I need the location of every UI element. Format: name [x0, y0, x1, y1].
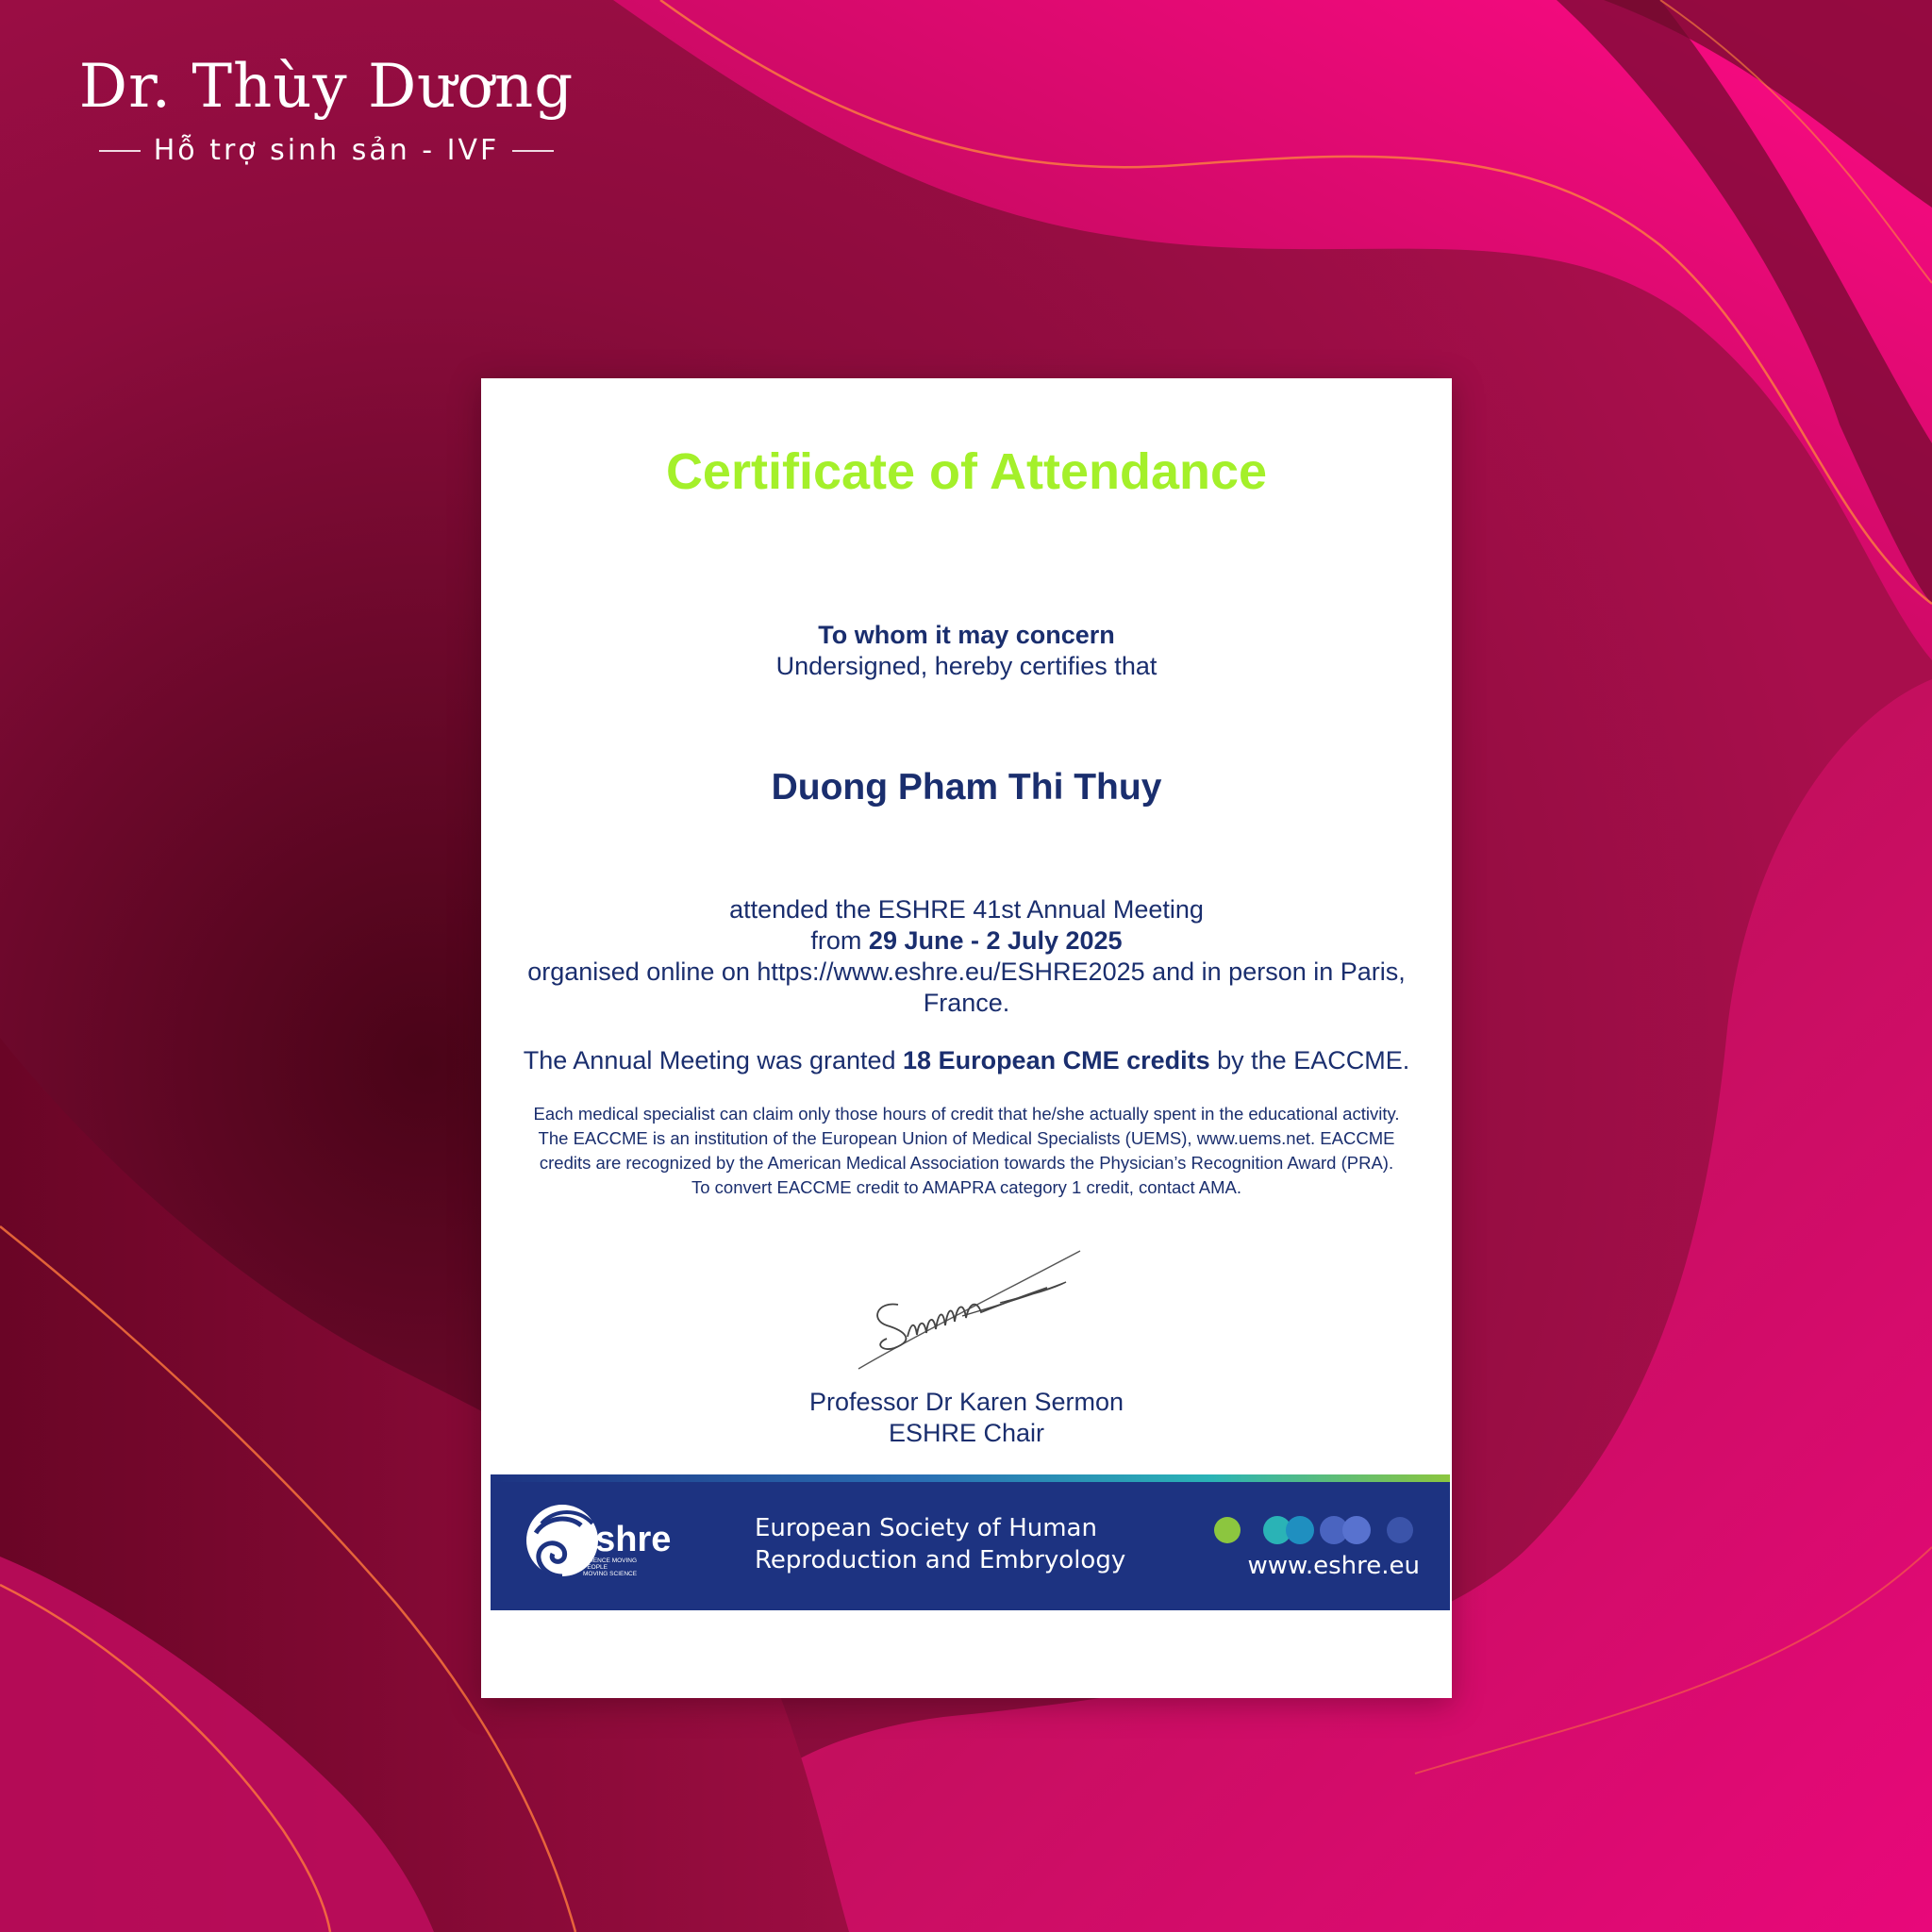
meeting-dates: 29 June - 2 July 2025 [868, 926, 1123, 955]
signer-role: ESHRE Chair [888, 1419, 1045, 1447]
decorative-dots [1211, 1514, 1428, 1546]
eshre-url: www.eshre.eu [1247, 1552, 1420, 1580]
fine-print [481, 1102, 1452, 1200]
attendance-line-3: organised online on https://www.eshre.eu/ESHRE2025 and in person in Paris, [527, 958, 1406, 986]
eshre-logo [523, 1499, 674, 1586]
logo-tagline-3: MOVING SCIENCE [583, 1571, 638, 1577]
credits-prefix: The Annual Meeting was granted [523, 1046, 904, 1074]
credits-suffix: by the EACCME. [1209, 1046, 1410, 1074]
fine-print-line: To convert EACCME credit to AMAPRA category 1 credit, contact AMA. [691, 1177, 1241, 1197]
society-line-2: Reproduction and Embryology [755, 1546, 1126, 1574]
society-line-1: European Society of Human [755, 1514, 1097, 1542]
attendance-text [481, 894, 1452, 1019]
from-prefix: from [810, 926, 869, 955]
fine-print-line: Each medical specialist can claim only those hours of credit that he/she actually spent in the educational activity. [533, 1104, 1400, 1124]
certificate-document [481, 378, 1452, 1698]
credits-amount: 18 European CME credits [903, 1046, 1210, 1074]
tagline-rule-right [512, 150, 554, 152]
attendance-line-2 [500, 925, 1433, 957]
fine-print-line: credits are recognized by the American Medical Association towards the Physician’s Recognition Award (PRA). [539, 1153, 1394, 1173]
brand-name: Dr. Thùy Dương [78, 52, 575, 122]
salutation: To whom it may concern [818, 621, 1115, 649]
intro-text: Undersigned, hereby certifies that [775, 652, 1158, 680]
fine-print-line: The EACCME is an institution of the European Union of Medical Specialists (UEMS), www.uems.net. EACCME [538, 1128, 1395, 1148]
footer-gradient-stripe [491, 1474, 1450, 1482]
eshre-footer-banner [491, 1474, 1450, 1610]
logo-word: eshre [575, 1520, 672, 1559]
recipient-name: Duong Pham Thi Thuy [771, 767, 1162, 808]
brand-tagline-row [74, 134, 579, 167]
logo-tagline-2: PEOPLE [583, 1564, 608, 1571]
brand-logo [74, 47, 579, 167]
tagline-rule-left [99, 150, 141, 152]
brand-tagline: Hỗ trợ sinh sản - IVF [153, 134, 500, 167]
logo-tagline-1: SCIENCE MOVING [583, 1557, 638, 1564]
attendance-line-1: attended the ESHRE 41st Annual Meeting [729, 895, 1204, 924]
attendance-line-4: France. [923, 989, 1010, 1017]
society-name [755, 1512, 1125, 1576]
handwritten-signature [849, 1246, 1094, 1378]
signer-block [481, 1387, 1452, 1449]
signer-name: Professor Dr Karen Sermon [808, 1388, 1124, 1416]
credits-statement [481, 1045, 1452, 1076]
certificate-title: Certificate of Attendance [665, 443, 1268, 500]
